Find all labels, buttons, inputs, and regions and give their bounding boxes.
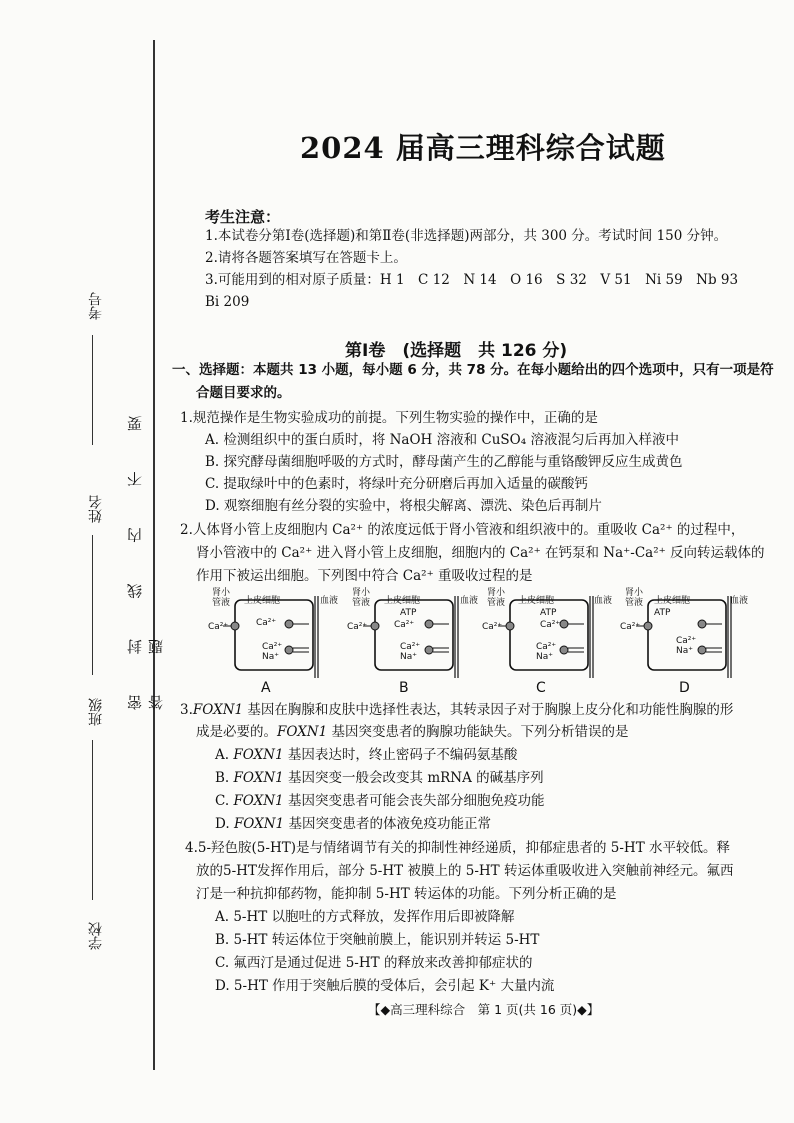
school-label: 学校 (88, 922, 104, 950)
diagram-c-caption: C (536, 680, 546, 696)
diagram-d-tubule: 肾小管液 (625, 588, 644, 608)
section-instruction-2: 合题目要求的。 (196, 385, 291, 401)
diagram-b-tubule: 肾小管液 (352, 588, 371, 608)
diagram-a-caption: A (261, 680, 271, 696)
q4-line-3: 汀是一种抗抑郁药物，能抑制 5-HT 转运体的功能。下列分析正确的是 (196, 886, 617, 902)
diagram-d-cell: 上皮细胞 (654, 596, 691, 606)
q3-option-b: B. FOXN1 基因突变一般会改变其 mRNA 的碱基序列 (215, 770, 544, 786)
q3-option-c: C. FOXN1 基因突变患者可能会丧失部分细胞免疫功能 (215, 793, 545, 809)
diagram-a-blood: 血液 (320, 596, 339, 606)
q3-option-b-gene: FOXN1 (233, 770, 284, 786)
q3-option-d: D. FOXN1 基因突变患者的体液免疫功能正常 (215, 816, 491, 832)
q2-line-1: 2.人体肾小管上皮细胞内 Ca²⁺ 的浓度远低于肾小管液和组织液中的。重吸收 Ca²⁺ 的过程中， (180, 522, 745, 538)
q3-line-2-text-2: 基因突变患者的胸腺功能缺失。下列分析错误的是 (327, 724, 629, 740)
class-line (92, 740, 93, 900)
section-instruction-1: 一、选择题：本题共 13 小题，每小题 6 分，共 78 分。在每小题给出的四个选项中，只有一项是符 (172, 362, 774, 378)
notice-line-3: 3.可能用到的相对原子质量：H 1 C 12 N 14 O 16 S 32 V 51 Ni 59 Nb 93 (205, 272, 739, 288)
diagram-d-ca-out: Ca²⁺ (620, 622, 641, 632)
q4-option-c: C. 氟西汀是通过促进 5-HT 的释放来改善抑郁症状的 (215, 955, 533, 971)
q1-option-c: C. 提取绿叶中的色素时，将绿叶充分研磨后再加入适量的碳酸钙 (205, 476, 588, 492)
exam-no-label: 考号 (88, 292, 104, 320)
q3-gene-name-2: FOXN1 (277, 724, 328, 740)
diagram-b-ca-out: Ca²⁺ (347, 622, 368, 632)
diagram-c-cell: 上皮细胞 (518, 596, 555, 606)
q3-gene-name: FOXN1 (192, 702, 244, 718)
q3-line-2-text: 成是必要的。 (196, 724, 277, 740)
q3-line-2 (196, 722, 629, 742)
diagram-b-ca-in: Ca²⁺ (394, 620, 415, 630)
diagram-b-blood: 血液 (460, 596, 479, 606)
q3-option-b-text: 基因突变一般会改变其 mRNA 的碱基序列 (283, 770, 544, 786)
diagram-c-atp: ATP (540, 608, 557, 618)
q3-option-d-text: 基因突变患者的体液免疫功能正常 (284, 816, 491, 832)
q1-option-d: D. 观察细胞有丝分裂的实验中，将根尖解离、漂洗、染色后再制片 (205, 498, 602, 514)
diagram-d-ca-ex: Ca²⁺ (676, 636, 697, 646)
q4-option-b: B. 5-HT 转运体位于突触前膜上，能识别并转运 5-HT (215, 932, 540, 948)
name-line (92, 535, 93, 675)
diagram-b-na: Na⁺ (400, 652, 417, 662)
class-label: 班级 (88, 698, 104, 726)
q2-line-3: 作用下被运出细胞。下列图中符合 Ca²⁺ 重吸收过程的是 (196, 568, 533, 584)
diagram-c-tubule: 肾小管液 (487, 588, 506, 608)
diagram-b-caption: B (399, 680, 409, 696)
page-footer: 【◆高三理科综合 第 1 页(共 16 页)◆】 (368, 1002, 600, 1017)
diagram-c-ca-ex: Ca²⁺ (536, 642, 557, 652)
diagram-d-blood: 血液 (730, 596, 749, 606)
name-label: 姓名 (88, 495, 104, 523)
page-title: 2024 届高三理科综合试题 (300, 131, 666, 165)
q4-line-2: 放的5-HT发挥作用后，部分 5-HT 被膜上的 5-HT 转运体重吸收进入突触前神经元。氟西 (196, 863, 734, 879)
diagram-d-na: Na⁺ (676, 646, 693, 656)
q2-line-2: 肾小管液中的 Ca²⁺ 进入肾小管上皮细胞，细胞内的 Ca²⁺ 在钙泵和 Na⁺-Ca²⁺ 反向转运载体的 (196, 545, 765, 561)
section-title: 第Ⅰ卷 (选择题 共 126 分) (345, 341, 568, 361)
diagram-a-ca-out: Ca²⁺ (208, 622, 229, 632)
diagram-c-ca-in: Ca²⁺ (540, 620, 561, 630)
diagram-b-cell: 上皮细胞 (384, 596, 421, 606)
diagram-d-caption: D (679, 680, 690, 696)
q1-option-a: A. 检测组织中的蛋白质时，将 NaOH 溶液和 CuSO₄ 溶液混匀后再加入样液中 (205, 432, 679, 448)
q1-option-b: B. 探究酵母菌细胞呼吸的方式时，酵母菌产生的乙醇能与重铬酸钾反应生成黄色 (205, 454, 683, 470)
q3-option-a: A. FOXN1 基因表达时，终止密码子不编码氨基酸 (215, 747, 518, 763)
q1-stem: 1.规范操作是生物实验成功的前提。下列生物实验的操作中，正确的是 (180, 410, 598, 426)
diagram-c-na: Na⁺ (536, 652, 553, 662)
diagram-a-cell: 上皮细胞 (244, 596, 281, 606)
q3-line-1-text: 基因在胸腺和皮肤中选择性表达，其转录因子对于胸腺上皮分化和功能性胸腺的形 (243, 702, 734, 718)
notice-line-2: 2.请将各题答案填写在答题卡上。 (205, 250, 407, 266)
notice-line-4: Bi 209 (205, 294, 250, 310)
q3-option-c-gene: FOXN1 (233, 793, 284, 809)
q4-line-1: 4.5-羟色胺(5-HT)是与情绪调节有关的抑制性神经递质，抑郁症患者的 5-HT 水平较低。释 (185, 840, 731, 856)
notice-heading: 考生注意： (205, 208, 281, 226)
q3-option-a-text: 基因表达时，终止密码子不编码氨基酸 (283, 747, 518, 763)
notice-line-1: 1.本试卷分第Ⅰ卷(选择题)和第Ⅱ卷(非选择题)两部分，共 300 分。考试时间 150 分钟。 (205, 228, 728, 244)
q3-option-a-gene: FOXN1 (233, 747, 284, 763)
diagram-a-na: Na⁺ (262, 652, 279, 662)
diagram-b-ca-ex: Ca²⁺ (400, 642, 421, 652)
q4-option-a: A. 5-HT 以胞吐的方式释放，发挥作用后即被降解 (215, 909, 515, 925)
diagram-a-ca-in: Ca²⁺ (256, 618, 277, 628)
diagram-a-tubule: 肾小管液 (212, 588, 231, 608)
q3-option-c-text: 基因突变患者可能会丧失部分细胞免疫功能 (283, 793, 545, 809)
diagram-a-ca-ex: Ca²⁺ (262, 642, 283, 652)
q3-option-d-gene: FOXN1 (233, 816, 285, 832)
q3-line-1: 3.FOXN1 基因在胸腺和皮肤中选择性表达，其转录因子对于胸腺上皮分化和功能性胸腺的形 (180, 702, 734, 718)
exam-no-line (92, 335, 93, 445)
diagram-c-blood: 血液 (594, 596, 613, 606)
diagram-c-ca-out: Ca²⁺ (482, 622, 503, 632)
diagram-d-atp: ATP (654, 608, 671, 618)
seal-text: 密 封 线 内 不 要 答 题 (126, 398, 165, 710)
q4-option-d: D. 5-HT 作用于突触后膜的受体后，会引起 K⁺ 大量内流 (215, 978, 555, 994)
diagram-b-atp: ATP (400, 608, 417, 618)
